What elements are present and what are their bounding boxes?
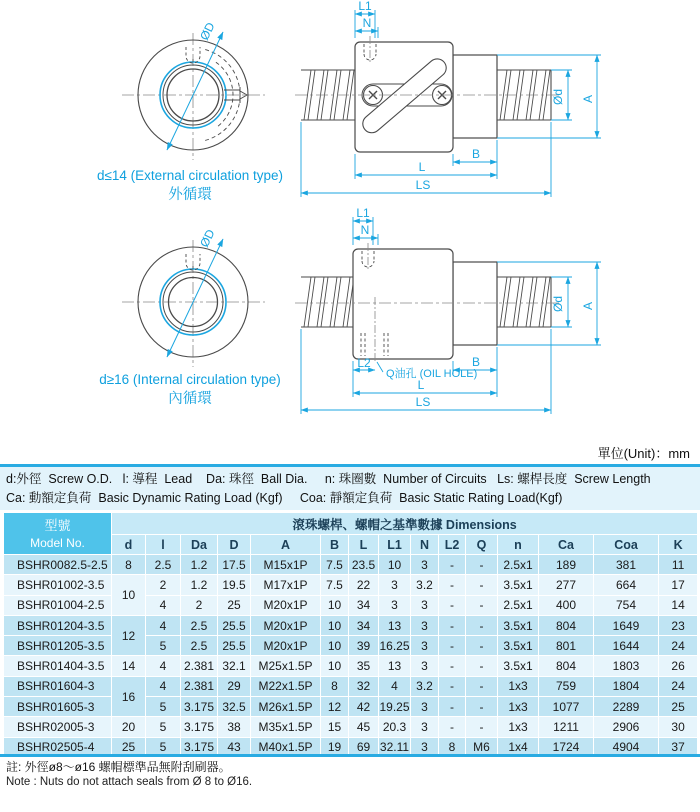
dim-label-B: B	[471, 147, 481, 161]
spec-cell: 3	[411, 697, 439, 717]
col-header-A: A	[251, 535, 321, 555]
dim-label-LS: LS	[415, 395, 431, 409]
spec-cell: 4	[146, 676, 181, 696]
spec-cell: 400	[539, 595, 594, 615]
spec-cell: 34	[349, 615, 379, 635]
spec-cell: M20x1P	[251, 595, 321, 615]
spec-cell: 7.5	[321, 575, 349, 595]
spec-cell: 1x3	[498, 676, 539, 696]
spec-cell: 3	[411, 595, 439, 615]
spec-cell: 277	[539, 575, 594, 595]
table-row	[4, 595, 698, 615]
spec-cell: 5	[146, 697, 181, 717]
spec-cell: -	[439, 717, 466, 737]
spec-cell: -	[466, 676, 498, 696]
spec-cell: 10	[321, 636, 349, 656]
dim-label-L2: L2	[357, 356, 371, 370]
spec-cell: 4	[146, 595, 181, 615]
spec-cell: 17.5	[218, 555, 251, 575]
spec-cell: 1x3	[498, 717, 539, 737]
col-header-D: D	[218, 535, 251, 555]
col-header-d: d	[112, 535, 146, 555]
spec-cell: 10	[379, 555, 411, 575]
dim-label-oil-hole: Q油孔 (OIL HOLE)	[386, 368, 478, 380]
col-header-N: N	[411, 535, 439, 555]
spec-cell: M35x1.5P	[251, 717, 321, 737]
spec-cell: 14	[659, 595, 698, 615]
spec-cell: 1644	[594, 636, 659, 656]
spec-cell: -	[439, 595, 466, 615]
table-row	[4, 697, 698, 717]
spec-cell: 759	[539, 676, 594, 696]
spec-cell: 38	[218, 717, 251, 737]
spec-cell: 3.5x1	[498, 656, 539, 676]
spec-cell: 3	[411, 615, 439, 635]
spec-cell: 804	[539, 656, 594, 676]
spec-cell: 1803	[594, 656, 659, 676]
spec-cell: 2.381	[181, 676, 218, 696]
col-header-Ca: Ca	[539, 535, 594, 555]
spec-cell: 11	[659, 555, 698, 575]
legend-line-1: d:外徑 Screw O.D. l: 導程 Lead Da: 珠徑 Ball Dia. n: 珠圈數 Number of Circuits Ls: 螺桿長度 Screw Length	[6, 472, 651, 486]
model-no-cell: BSHR01605-3	[4, 697, 112, 717]
spec-cell: 2.5x1	[498, 595, 539, 615]
diameter-dimension-line	[167, 32, 223, 150]
spec-cell: 1x4	[498, 737, 539, 757]
dim-label-A: A	[581, 94, 595, 104]
d-cell: 16	[112, 676, 146, 717]
spec-cell: 5	[146, 636, 181, 656]
fig2-side-view	[295, 206, 601, 414]
d-cell: 8	[112, 555, 146, 575]
d-cell: 20	[112, 717, 146, 737]
col-header-L2: L2	[439, 535, 466, 555]
spec-cell: 4904	[594, 737, 659, 757]
spec-cell: -	[439, 676, 466, 696]
spec-cell: -	[466, 636, 498, 656]
spec-cell: 2	[181, 595, 218, 615]
dim-label-L: L	[418, 160, 426, 174]
spec-cell: -	[466, 595, 498, 615]
spec-cell: 1211	[539, 717, 594, 737]
spec-cell: 3.5x1	[498, 575, 539, 595]
col-header-L1: L1	[379, 535, 411, 555]
spec-cell: 22	[349, 575, 379, 595]
d-cell: 14	[112, 656, 146, 676]
fig2-caption-en: d≥16 (Internal circulation type)	[99, 372, 281, 387]
spec-cell: -	[466, 697, 498, 717]
spec-cell: 2.5	[181, 636, 218, 656]
spec-cell: 801	[539, 636, 594, 656]
fig1-front-view	[97, 20, 283, 203]
table-row	[4, 615, 698, 635]
spec-cell: 19.25	[379, 697, 411, 717]
spec-cell: 24	[659, 676, 698, 696]
spec-cell: M20x1P	[251, 636, 321, 656]
spec-cell: 3	[411, 555, 439, 575]
col-header-n: n	[498, 535, 539, 555]
spec-cell: 2.381	[181, 656, 218, 676]
spec-cell: 69	[349, 737, 379, 757]
diameter-dimension-line	[167, 239, 223, 357]
model-no-cell: BSHR01205-3.5	[4, 636, 112, 656]
spec-cell: -	[439, 555, 466, 575]
model-no-header	[4, 513, 112, 555]
spec-cell: 32.11	[379, 737, 411, 757]
spec-table	[3, 512, 698, 758]
spec-cell: 45	[349, 717, 379, 737]
spec-cell: 3.5x1	[498, 636, 539, 656]
spec-cell: 10	[321, 595, 349, 615]
spec-cell: 3.175	[181, 737, 218, 757]
spec-cell: M26x1.5P	[251, 697, 321, 717]
spec-cell: 30	[659, 717, 698, 737]
table-row	[4, 555, 698, 575]
spec-cell: 3	[411, 737, 439, 757]
spec-cell: -	[439, 575, 466, 595]
spec-cell: 13	[379, 615, 411, 635]
dim-label-N: N	[362, 16, 372, 30]
table-row	[4, 636, 698, 656]
spec-cell: 1724	[539, 737, 594, 757]
spec-cell: -	[439, 615, 466, 635]
spec-cell: 10	[321, 615, 349, 635]
table-row	[4, 717, 698, 737]
spec-cell: 3.175	[181, 717, 218, 737]
spec-cell: -	[466, 615, 498, 635]
footnote	[6, 760, 252, 789]
spec-cell: 26	[659, 656, 698, 676]
col-header-Da: Da	[181, 535, 218, 555]
nut-body	[353, 249, 453, 359]
spec-cell: 35	[349, 656, 379, 676]
spec-cell: 8	[321, 676, 349, 696]
dim-label-OD: ØD	[197, 227, 218, 250]
spec-cell: 23.5	[349, 555, 379, 575]
spec-cell: 1804	[594, 676, 659, 696]
spec-cell: 1x3	[498, 697, 539, 717]
spec-cell: M15x1P	[251, 555, 321, 575]
dim-label-OD: ØD	[197, 20, 218, 43]
spec-cell: 3	[411, 717, 439, 737]
spec-cell: 32	[349, 676, 379, 696]
spec-cell: 37	[659, 737, 698, 757]
spec-cell: 3.2	[411, 575, 439, 595]
header-row-1	[4, 513, 698, 535]
footnote-en: Note : Nuts do not attach seals from Ø 8 to Ø16.	[6, 776, 253, 788]
d-cell: 25	[112, 737, 146, 757]
spec-cell: 24	[659, 636, 698, 656]
spec-cell: 5	[146, 717, 181, 737]
spec-cell: 17	[659, 575, 698, 595]
spec-cell: 25.5	[218, 615, 251, 635]
footnote-zh: 註: 外徑ø8～ø16 螺帽標準品無附刮刷器。	[6, 760, 231, 774]
model-header-zh: 型號	[44, 517, 71, 533]
spec-cell: 16.25	[379, 636, 411, 656]
spec-cell: -	[466, 555, 498, 575]
spec-table-body	[4, 555, 698, 758]
d-cell: 12	[112, 615, 146, 656]
model-no-cell: BSHR0082.5-2.5	[4, 555, 112, 575]
spec-cell: -	[439, 656, 466, 676]
fig1-caption-zh: 外循環	[168, 187, 212, 203]
spec-cell: 3	[379, 595, 411, 615]
table-row	[4, 656, 698, 676]
dim-label-N: N	[360, 223, 370, 237]
dim-label-LS: LS	[415, 178, 431, 192]
spec-cell: 25.5	[218, 636, 251, 656]
fig2-front-view	[99, 227, 281, 407]
spec-cell: 3	[379, 575, 411, 595]
fig1-side-view	[295, 0, 601, 197]
col-header-L: L	[349, 535, 379, 555]
dim-label-od: Ød	[551, 88, 565, 106]
table-row	[4, 676, 698, 696]
spec-cell: 3.5x1	[498, 615, 539, 635]
spec-cell: 23	[659, 615, 698, 635]
spec-cell: 804	[539, 615, 594, 635]
model-no-cell: BSHR02005-3	[4, 717, 112, 737]
col-header-l: l	[146, 535, 181, 555]
dim-label-L1: L1	[356, 206, 370, 220]
spec-cell: 29	[218, 676, 251, 696]
spec-cell: 664	[594, 575, 659, 595]
symbol-legend	[0, 464, 700, 510]
model-header-en: Model No.	[30, 535, 85, 550]
spec-cell: 25	[218, 595, 251, 615]
dim-label-L1: L1	[358, 0, 372, 13]
spec-cell: 3.2	[411, 676, 439, 696]
model-no-cell: BSHR01404-3.5	[4, 656, 112, 676]
spec-cell: 3	[411, 656, 439, 676]
spec-cell: 3.175	[181, 697, 218, 717]
spec-cell: 7.5	[321, 555, 349, 575]
spec-cell: 2.5x1	[498, 555, 539, 575]
dim-label-B: B	[471, 355, 481, 369]
model-no-cell: BSHR01204-3.5	[4, 615, 112, 635]
spec-cell: M22x1.5P	[251, 676, 321, 696]
legend-line-2: Ca: 動額定負荷 Basic Dynamic Rating Load (Kgf) Coa: 靜額定負荷 Basic Static Rating Load(Kgf)	[6, 491, 563, 506]
spec-cell: M20x1P	[251, 615, 321, 635]
dimensions-header: 滾珠螺桿、螺帽之基準數據 Dimensions	[112, 513, 698, 535]
spec-cell: 20.3	[379, 717, 411, 737]
spec-cell: 43	[218, 737, 251, 757]
spec-cell: 39	[349, 636, 379, 656]
spec-cell: 19	[321, 737, 349, 757]
spec-cell: 1649	[594, 615, 659, 635]
spec-cell: 2	[146, 575, 181, 595]
spec-cell: 754	[594, 595, 659, 615]
spec-cell: 10	[321, 656, 349, 676]
spec-cell: 1.2	[181, 575, 218, 595]
dim-label-A: A	[581, 301, 595, 311]
spec-cell: 32.1	[218, 656, 251, 676]
spec-cell: 15	[321, 717, 349, 737]
spec-cell: -	[439, 697, 466, 717]
spec-cell: 5	[146, 737, 181, 757]
spec-cell: 4	[146, 615, 181, 635]
col-header-K: K	[659, 535, 698, 555]
spec-cell: -	[466, 717, 498, 737]
table-row	[4, 575, 698, 595]
spec-cell: 2906	[594, 717, 659, 737]
spec-cell: M25x1.5P	[251, 656, 321, 676]
spec-cell: 2.5	[181, 615, 218, 635]
spec-cell: 19.5	[218, 575, 251, 595]
spec-cell: -	[466, 575, 498, 595]
table-bottom-rule	[0, 754, 700, 757]
unit-label: 單位(Unit)：mm	[597, 446, 690, 461]
spec-cell: 8	[439, 737, 466, 757]
spec-cell: 25	[659, 697, 698, 717]
d-cell: 10	[112, 575, 146, 616]
spec-cell: 189	[539, 555, 594, 575]
col-header-Q: Q	[466, 535, 498, 555]
spec-cell: 4	[379, 676, 411, 696]
spec-cell: 3	[411, 636, 439, 656]
spec-cell: -	[439, 636, 466, 656]
spec-table-wrap	[3, 512, 697, 758]
model-no-cell: BSHR02505-4	[4, 737, 112, 757]
spec-cell: 13	[379, 656, 411, 676]
fig1-caption-en: d≤14 (External circulation type)	[97, 168, 283, 183]
model-no-cell: BSHR01004-2.5	[4, 595, 112, 615]
col-header-B: B	[321, 535, 349, 555]
nut-collar	[453, 262, 497, 345]
spec-cell: 2289	[594, 697, 659, 717]
spec-cell: 381	[594, 555, 659, 575]
nut-collar	[453, 55, 497, 138]
spec-cell: 12	[321, 697, 349, 717]
spec-cell: 42	[349, 697, 379, 717]
fig2-caption-zh: 內循環	[168, 391, 212, 407]
spec-cell: M6	[466, 737, 498, 757]
col-header-Coa: Coa	[594, 535, 659, 555]
spec-cell: -	[466, 656, 498, 676]
spec-cell: M40x1.5P	[251, 737, 321, 757]
model-no-cell: BSHR01002-3.5	[4, 575, 112, 595]
spec-cell: 1.2	[181, 555, 218, 575]
spec-cell: 1077	[539, 697, 594, 717]
dim-label-od: Ød	[551, 295, 565, 313]
spec-cell: 32.5	[218, 697, 251, 717]
spec-cell: 2.5	[146, 555, 181, 575]
dim-label-L: L	[417, 378, 425, 392]
spec-cell: M17x1P	[251, 575, 321, 595]
spec-cell: 34	[349, 595, 379, 615]
model-no-cell: BSHR01604-3	[4, 676, 112, 696]
spec-cell: 4	[146, 656, 181, 676]
